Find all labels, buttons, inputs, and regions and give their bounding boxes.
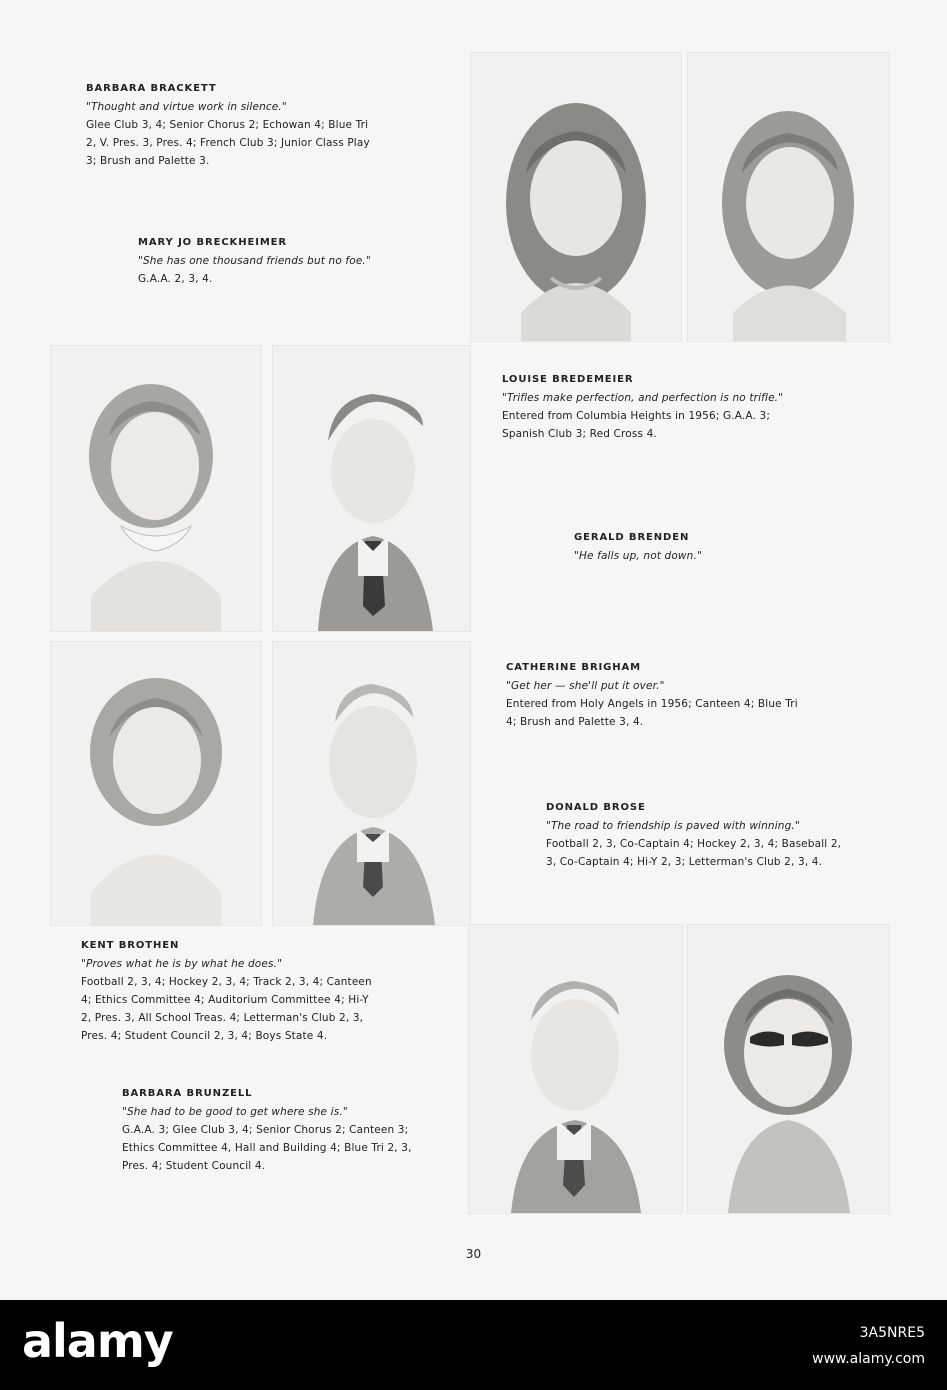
stock-footer bbox=[0, 1300, 947, 1390]
portrait-icon bbox=[471, 53, 681, 341]
portrait-icon bbox=[688, 925, 889, 1213]
student-quote: "She had to be good to get where she is." bbox=[122, 1106, 348, 1118]
student-quote: "He falls up, not down." bbox=[574, 550, 702, 562]
bio-louise-bredemeier bbox=[502, 371, 842, 443]
bio-kent-brothen bbox=[81, 937, 421, 1045]
portrait-icon bbox=[51, 642, 261, 925]
portrait-icon bbox=[688, 53, 889, 341]
alamy-logo: alamy bbox=[22, 1314, 173, 1368]
student-quote: "The road to friendship is paved with winning." bbox=[546, 820, 800, 832]
bio-donald-brose bbox=[546, 799, 886, 871]
image-id: 3A5NRE5 bbox=[859, 1325, 925, 1341]
student-name: BARBARA BRUNZELL bbox=[122, 1088, 253, 1099]
activity-line: Entered from Holy Angels in 1956; Canteen 4; Blue Tri bbox=[506, 698, 798, 710]
bio-barbara-brackett bbox=[86, 80, 426, 170]
student-quote: "Get her — she'll put it over." bbox=[506, 680, 665, 692]
student-name: GERALD BRENDEN bbox=[574, 532, 690, 543]
activity-line: 3, Co-Captain 4; Hi-Y 2, 3; Letterman's Club 2, 3, 4. bbox=[546, 856, 823, 868]
portrait-photo bbox=[470, 52, 682, 342]
bio-mary-jo-breckheimer bbox=[138, 234, 438, 288]
student-quote: "Thought and virtue work in silence." bbox=[86, 101, 287, 113]
activity-line: 4; Ethics Committee 4; Auditorium Committee 4; Hi-Y bbox=[81, 994, 369, 1006]
activity-line: Football 2, 3, Co-Captain 4; Hockey 2, 3, 4; Baseball 2, bbox=[546, 838, 842, 850]
student-name: BARBARA BRACKETT bbox=[86, 83, 217, 94]
bio-catherine-brigham bbox=[506, 659, 846, 731]
site-url: www.alamy.com bbox=[812, 1351, 925, 1367]
portrait-photo bbox=[50, 345, 262, 632]
activity-line: 3; Brush and Palette 3. bbox=[86, 155, 210, 167]
activity-line: Pres. 4; Student Council 2, 3, 4; Boys State 4. bbox=[81, 1030, 328, 1042]
activity-line: Football 2, 3, 4; Hockey 2, 3, 4; Track 2, 3, 4; Canteen bbox=[81, 976, 372, 988]
activity-line: G.A.A. 3; Glee Club 3, 4; Senior Chorus 2; Canteen 3; bbox=[122, 1124, 409, 1136]
activity-line: Ethics Committee 4, Hall and Building 4; Blue Tri 2, 3, bbox=[122, 1142, 412, 1154]
footer-meta bbox=[812, 1320, 925, 1372]
page-number: 30 bbox=[465, 1247, 482, 1261]
portrait-icon bbox=[273, 642, 470, 925]
activity-line: G.A.A. 2, 3, 4. bbox=[138, 273, 213, 285]
student-name: DONALD BROSE bbox=[546, 802, 646, 813]
portrait-photo bbox=[687, 924, 890, 1214]
activity-line: 2, V. Pres. 3, Pres. 4; French Club 3; Junior Class Play bbox=[86, 137, 370, 149]
student-quote: "She has one thousand friends but no foe." bbox=[138, 255, 371, 267]
portrait-icon bbox=[273, 346, 470, 631]
activity-line: Pres. 4; Student Council 4. bbox=[122, 1160, 266, 1172]
activity-line: 4; Brush and Palette 3, 4. bbox=[506, 716, 644, 728]
bio-barbara-brunzell bbox=[122, 1085, 462, 1175]
student-name: LOUISE BREDEMEIER bbox=[502, 374, 634, 385]
portrait-photo bbox=[468, 924, 683, 1214]
bio-gerald-brenden bbox=[574, 529, 824, 565]
portrait-photo bbox=[687, 52, 890, 342]
portrait-icon bbox=[51, 346, 261, 631]
student-name: MARY JO BRECKHEIMER bbox=[138, 237, 288, 248]
student-name: KENT BROTHEN bbox=[81, 940, 180, 951]
activity-line: Spanish Club 3; Red Cross 4. bbox=[502, 428, 657, 440]
activity-line: Entered from Columbia Heights in 1956; G.A.A. 3; bbox=[502, 410, 771, 422]
portrait-photo bbox=[272, 641, 471, 926]
portrait-icon bbox=[469, 925, 682, 1213]
student-quote: "Trifles make perfection, and perfection is no trifle." bbox=[502, 392, 784, 404]
portrait-photo bbox=[50, 641, 262, 926]
activity-line: Glee Club 3, 4; Senior Chorus 2; Echowan 4; Blue Tri bbox=[86, 119, 369, 131]
student-quote: "Proves what he is by what he does." bbox=[81, 958, 283, 970]
portrait-photo bbox=[272, 345, 471, 632]
student-name: CATHERINE BRIGHAM bbox=[506, 662, 642, 673]
activity-line: 2, Pres. 3, All School Treas. 4; Letterman's Club 2, 3, bbox=[81, 1012, 364, 1024]
